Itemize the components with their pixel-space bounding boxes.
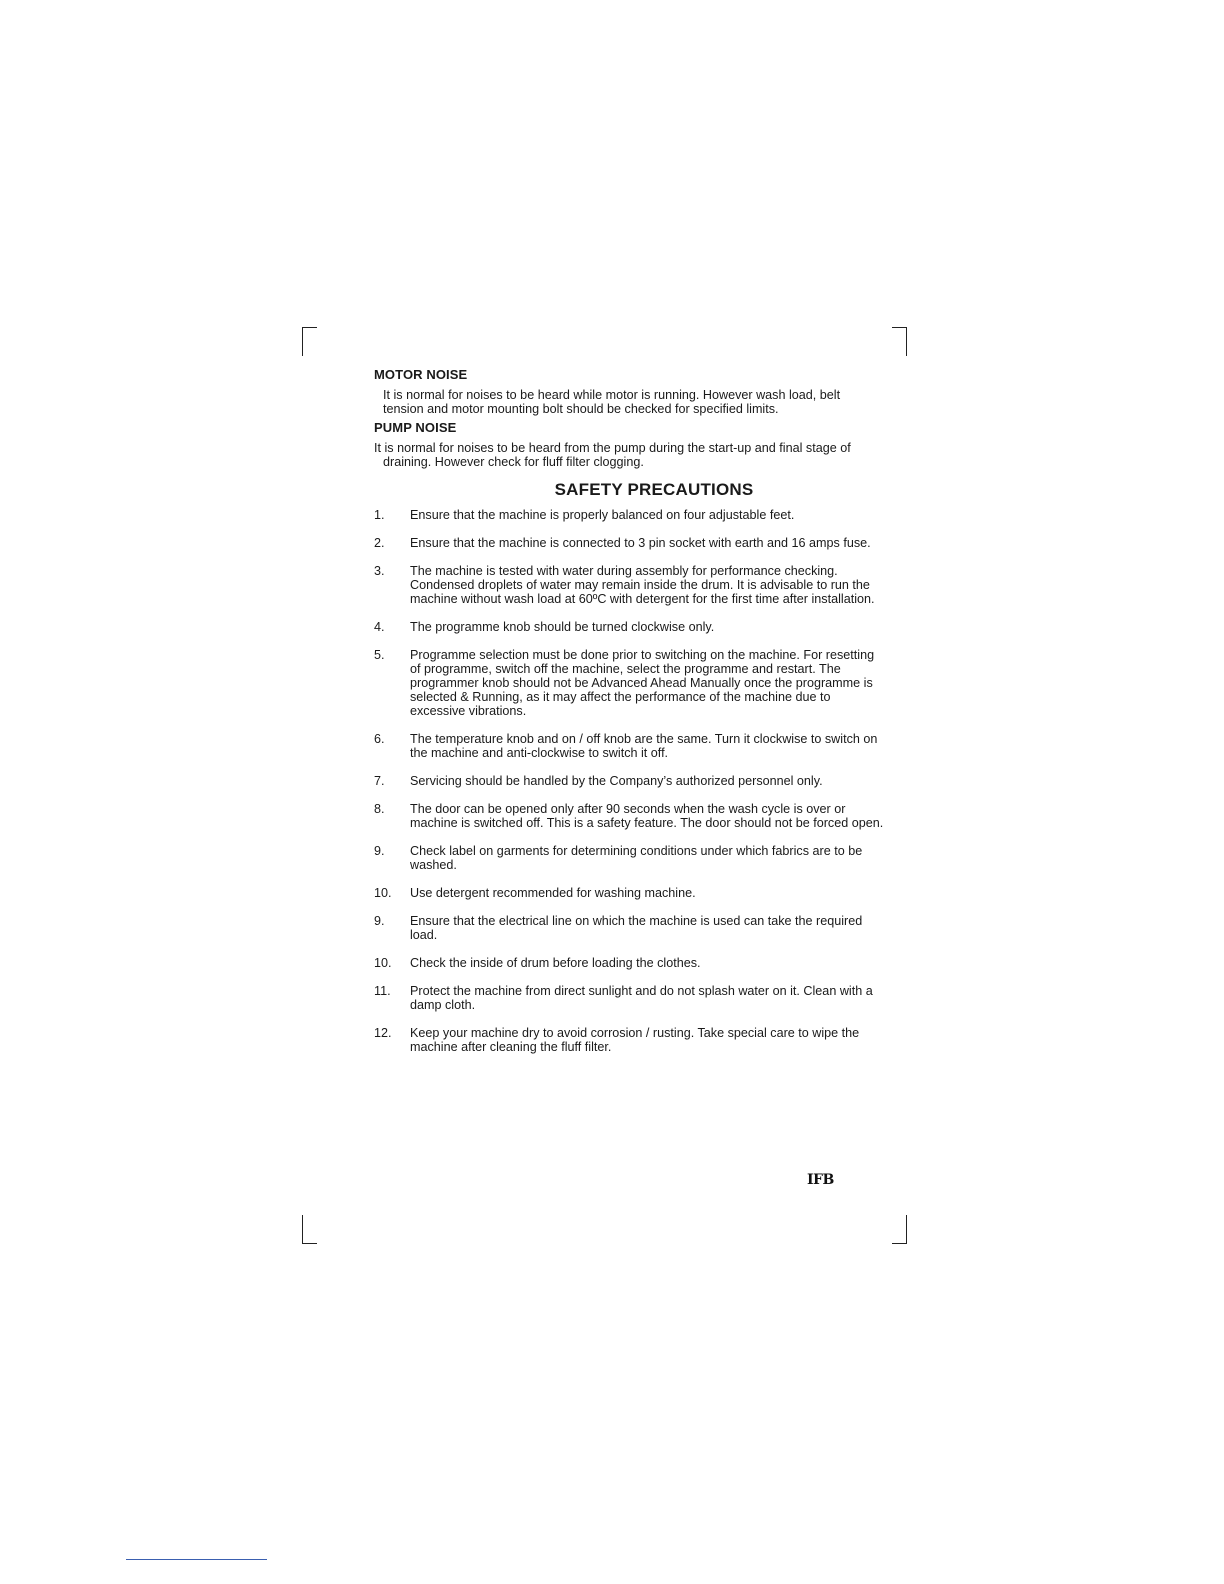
item-number: 4. — [374, 620, 385, 634]
list-item — [374, 984, 884, 1012]
item-text: Servicing should be handled by the Company’s authorized personnel only. — [410, 774, 823, 788]
crop-mark-top-left — [302, 327, 317, 356]
safety-precautions-list — [374, 508, 884, 1054]
item-text: Check label on garments for determining conditions under which fabrics are to be washed. — [410, 844, 863, 872]
item-text: Keep your machine dry to avoid corrosion / rusting. Take special care to wipe the machine after cleaning the fluff filter. — [410, 1026, 860, 1054]
list-item — [374, 1026, 884, 1054]
list-item — [374, 620, 884, 634]
pump-noise-heading: PUMP NOISE — [374, 420, 457, 435]
item-number: 2. — [374, 536, 385, 550]
list-item — [374, 802, 884, 830]
link-underline — [126, 1559, 267, 1560]
item-text: Ensure that the machine is connected to 3 pin socket with earth and 16 amps fuse. — [410, 536, 871, 550]
item-text: Ensure that the electrical line on which the machine is used can take the required load. — [410, 914, 863, 942]
crop-mark-bottom-right — [892, 1215, 907, 1244]
item-text: Check the inside of drum before loading the clothes. — [410, 956, 701, 970]
item-text: Protect the machine from direct sunlight and do not splash water on it. Clean with a damp cloth. — [410, 984, 873, 1012]
list-item — [374, 914, 884, 942]
item-text: The temperature knob and on / off knob are the same. Turn it clockwise to switch on the machine and anti-clockwise to switch it off. — [410, 732, 878, 760]
safety-precautions-title: SAFETY PRECAUTIONS — [554, 480, 754, 499]
item-number: 11. — [374, 984, 391, 998]
item-text: Use detergent recommended for washing machine. — [410, 886, 696, 900]
item-number: 6. — [374, 732, 385, 746]
list-item — [374, 886, 884, 900]
page-content — [374, 368, 884, 1068]
item-number: 10. — [374, 956, 392, 970]
item-number: 9. — [374, 914, 385, 928]
item-number: 5. — [374, 648, 385, 662]
item-text: Ensure that the machine is properly balanced on four adjustable feet. — [410, 508, 795, 522]
list-item — [374, 844, 884, 872]
item-text: Programme selection must be done prior to switching on the machine. For resetting of programme, switch off the machine, select the programme and restart. The programmer knob should not be Advanced Ahead Manually once the programme is selected & Running, as it may affect the performance of the machine due to excessive vibrations. — [410, 648, 875, 718]
item-number: 10. — [374, 886, 392, 900]
list-item — [374, 508, 884, 522]
crop-mark-bottom-left — [302, 1215, 317, 1244]
item-text: The door can be opened only after 90 seconds when the wash cycle is over or machine is switched off. This is a safety feature. The door should not be forced open. — [410, 802, 884, 830]
motor-noise-text: It is normal for noises to be heard while motor is running. However wash load, belt tension and motor mounting bolt should be checked for specified limits. — [383, 388, 841, 416]
list-item — [374, 564, 884, 606]
ifb-logo: IFB — [807, 1172, 834, 1188]
item-number: 1. — [374, 508, 385, 522]
list-item — [374, 648, 884, 718]
item-text: The machine is tested with water during assembly for performance checking. Condensed droplets of water may remain inside the drum. It is advisable to run the machine without wash load at 60ºC with detergent for the first time after installation. — [410, 564, 875, 606]
item-text: The programme knob should be turned clockwise only. — [410, 620, 715, 634]
list-item — [374, 956, 884, 970]
item-number: 8. — [374, 802, 385, 816]
list-item — [374, 536, 884, 550]
item-number: 9. — [374, 844, 385, 858]
crop-mark-top-right — [892, 327, 907, 356]
item-number: 7. — [374, 774, 385, 788]
item-number: 3. — [374, 564, 385, 578]
list-item — [374, 774, 884, 788]
list-item — [374, 732, 884, 760]
item-number: 12. — [374, 1026, 392, 1040]
pump-noise-text: It is normal for noises to be heard from the pump during the start-up and final stage of draining. However check for fluff filter clogging. — [374, 441, 851, 469]
motor-noise-heading: MOTOR NOISE — [374, 367, 468, 382]
